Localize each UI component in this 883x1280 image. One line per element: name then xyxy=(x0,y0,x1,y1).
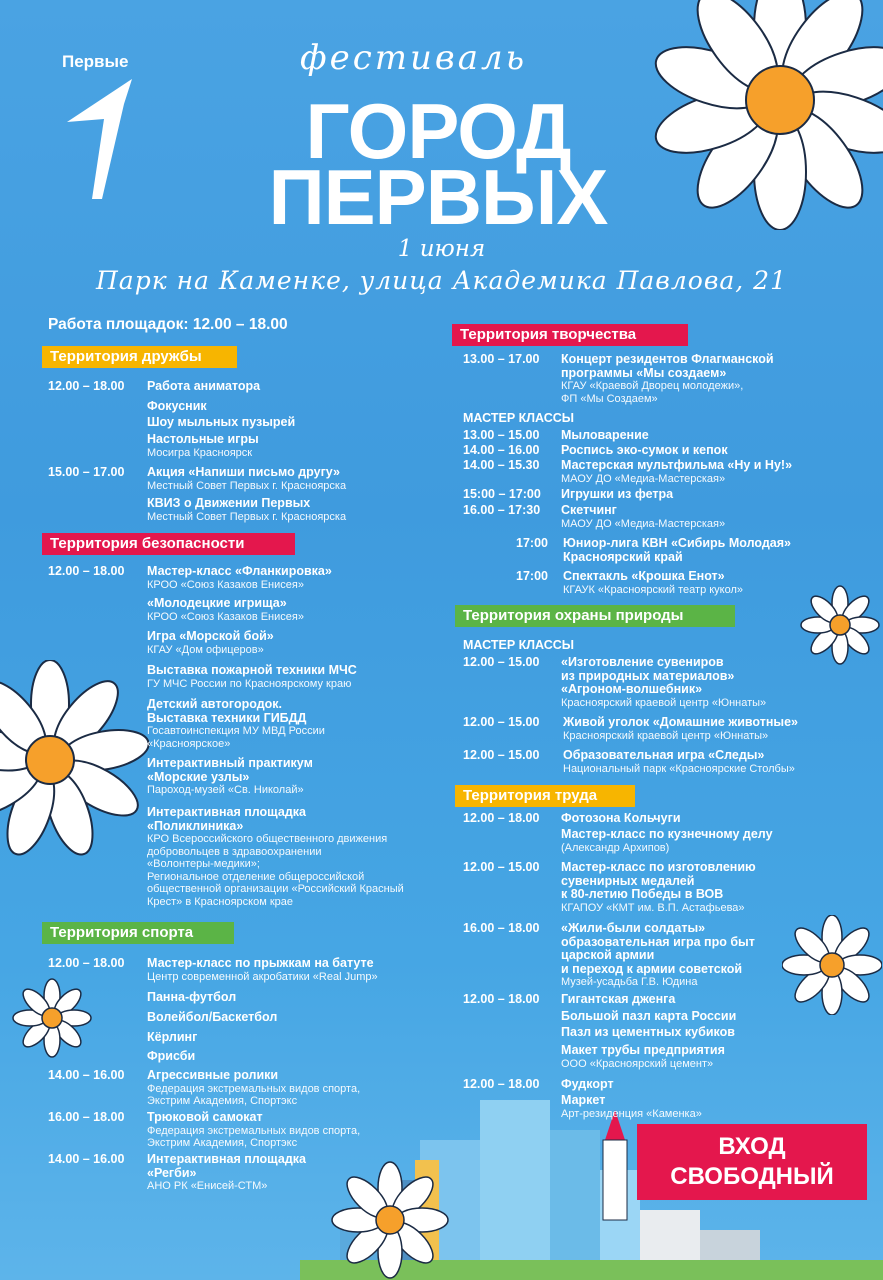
nature-subheading: МАСТЕР КЛАССЫ xyxy=(463,638,575,652)
festival-label: фестиваль xyxy=(300,38,528,78)
daisy-icon xyxy=(0,660,150,860)
section-sport-title: Территория спорта xyxy=(42,922,234,944)
festival-place: Парк на Каменке, улица Академика Павлова, 21 xyxy=(96,266,787,295)
section-labor-title: Территория труда xyxy=(455,785,635,807)
logo-text: Первые xyxy=(62,52,129,71)
daisy-icon xyxy=(782,915,882,1015)
section-nature-title: Территория охраны природы xyxy=(455,605,735,627)
section-friendship-title: Территория дружбы xyxy=(42,346,237,368)
working-hours: Работа площадок: 12.00 – 18.00 xyxy=(48,316,288,333)
daisy-icon xyxy=(650,0,883,230)
entry-line-1: ВХОД xyxy=(718,1133,786,1160)
section-creativity-title: Территория творчества xyxy=(452,324,688,346)
festival-date: 1 июня xyxy=(397,236,486,262)
daisy-icon xyxy=(800,585,880,665)
daisy-icon xyxy=(12,978,92,1058)
title-line-1: ГОРОД xyxy=(305,87,571,175)
festival-poster: Первые фестиваль ГОРОД ПЕРВЫХ 1 июня Парк на Каменке, улица Академика Павлова, 21 Работа площадок: 12.00 – 18.00 Территория дружбы 12.00 – 18.00 Работа аниматора Фокусник Шоу мыльных пузырей Настольные игры Мосигра Красноярск 15.00 – 17.00 Акция «Напиши письмо другу» Местный Совет Первых г. Красноярска КВИЗ о Движении Первых Местный Совет Первых г. Красноярска Территория безопасности 12.00 – 18.00 Мастер-класс «Фланкировка» КРОО «Союз Казаков Енисея» «Молодецкие игрища» КРОО «Союз Казаков Енисея» Игра «Морской бой» КГАУ «Дом офицеров» Выставка пожарной техники МЧС ГУ МЧС России по Красноярскому краю Детский автогородок. Выставка техники ГИБДД Госавтоинспекция МУ МВД России «Красноярское» Интерактивный практикум «Морские узлы» Пароход-музей «Св. Николай» Интерактивная площадка «Поликлиника» КРО Всероссийского общественного движения добровольцев в здравоохранении «Волонтеры-медики»; Региональное отделение общероссийской общественной организации «Российский Красный Крест» в Красноярском крае Территория спорта 12.00 – 18.00 Мастер-класс по прыжкам на батуте Центр современной акробатики «Real Jump» Панна-футбол Волейбол/Баскетбол Кёрлинг Фрисби 14.00 – 16.00 Агрессивные ролики Федерация экстремальных видов спорта, Экстрим Академия, Спортэкс 16.00 – 18.00 Трюковой самокат Федерация экстремальных видов спорта, Экстрим Академия, Спортэкс 14.00 – 16.00 Интерактивная площадка «Регби» АНО РК «Енисей-СТМ» Территория творчества 13.00 – 17.00 Концерт резидентов Флагманской программы «Мы создаем» КГАУ «Краевой Дворец молодежи», ФП «Мы Создаем» МАСТЕР КЛАССЫ 13.00 – 15.00 Мыловарение 14.00 – 16.00 Роспись эко-сумок и кепок 14.00 – 15.30 Мастерская мультфильма «Ну и Ну!» МАОУ ДО «Медиа-Мастерская» 15:00 – 17:00 Игрушки из фетра 16.00 – 17:30 Скетчинг МАОУ ДО «Медиа-Мастерская» 17:00 Юниор-лига КВН «Сибирь Молодая» Красноярский край 17:00 Спектакль «Крошка Енот» КГАУК «Красноярский театр кукол» Территория охраны природы МАСТЕР КЛАССЫ 12.00 – 15.00 «Изготовление сувениров из природных материалов» «Агроном-волшебник» Красноярский краевой центр «Юннаты» 12.00 – 15.00 Живой уголок «Домашние животные» Красноярский краевой центр «Юннаты» 12.00 – 15.00 Образовательная игра «Следы» Национальный парк «Красноярские Столбы» Территория труда 12.00 – 18.00 Фотозона Кольчуги Мастер-класс по кузнечному делу (Александр Архипов) 12.00 – 15.00 Мастер-класс по изготовлению сувенирных медалей к 80-летию Победы в ВОВ КГАПОУ «КМТ им. В.П. Астафьева» 16.00 – 18.00 «Жили-были солдаты» образовательная игра про быт царской армии и переход к армии советской Музей-усадьба Г.В. Юдина 12.00 – 18.00 Гигантская дженга Большой пазл карта России Пазл из цементных кубиков Макет трубы предприятия ООО «Красноярский цемент» 12.00 – 18.00 Фудкорт Маркет Арт-резиденция «Каменка» ВХОД СВОБОДНЫЙ xyxy=(0,0,883,1280)
free-entry-banner xyxy=(637,1124,867,1200)
entry-line-2: СВОБОДНЫЙ xyxy=(670,1163,834,1190)
creativity-subheading: МАСТЕР КЛАССЫ xyxy=(463,411,575,425)
logo-one-icon xyxy=(62,74,142,199)
title-line-2: ПЕРВЫХ xyxy=(268,153,608,241)
section-safety-title: Территория безопасности xyxy=(42,533,295,555)
